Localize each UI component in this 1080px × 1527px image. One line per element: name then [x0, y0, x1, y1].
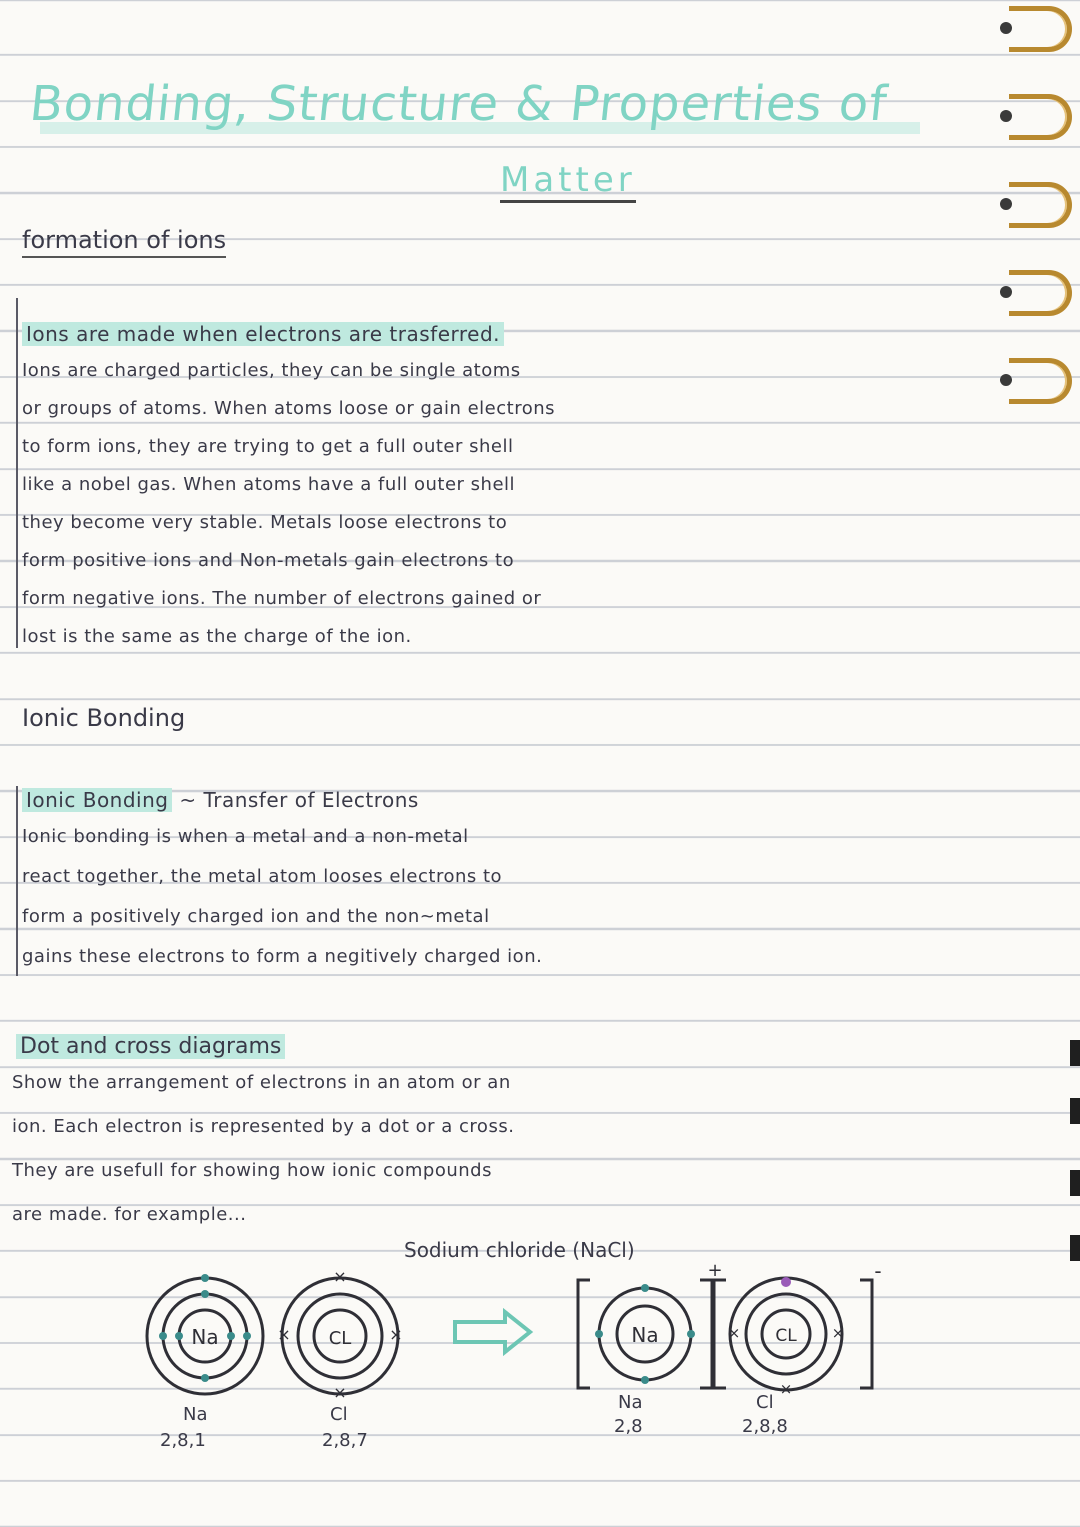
margin-bar [16, 298, 18, 648]
bracket-right [700, 1280, 712, 1388]
bracket-right [860, 1280, 872, 1388]
arrow-shape [455, 1312, 530, 1352]
sodium-atom-label: Na [183, 1404, 208, 1425]
bracket-left [578, 1280, 590, 1388]
sodium-symbol: Na [191, 1325, 219, 1349]
chlorine-symbol: CL [328, 1328, 352, 1349]
subheading-note: ~ Transfer of Electrons [179, 788, 419, 812]
page-subtitle: Matter [500, 160, 636, 203]
chlorine-atom-label: Cl [330, 1404, 348, 1425]
section3-line: are made. for example... [12, 1204, 247, 1225]
page-tab [1070, 1098, 1080, 1124]
binding-ring [1009, 94, 1072, 140]
section-heading-ionic-bonding: Ionic Bonding [22, 704, 186, 732]
reaction-arrow [455, 1312, 530, 1352]
binding-ring [1009, 6, 1072, 52]
section2-subheading [22, 788, 419, 812]
chloride-symbol: CL [775, 1326, 797, 1346]
chloride-ion-config: 2,8,8 [742, 1416, 788, 1437]
subheading-highlight: Ions are made when electrons are trasferred. [22, 322, 504, 346]
binding-ring [1009, 270, 1072, 316]
section1-line: to form ions, they are trying to get a full outer shell [22, 436, 514, 457]
sodium-ion-label: Na [618, 1392, 643, 1413]
chlorine-atom [277, 1267, 402, 1402]
sodium-ion-config: 2,8 [614, 1416, 643, 1437]
sodium-ion-symbol: Na [631, 1323, 659, 1347]
page-tab [1070, 1040, 1080, 1066]
sodium-atom [147, 1274, 263, 1394]
electron-cross: × [389, 1325, 403, 1344]
negative-charge: - [874, 1260, 882, 1283]
section2-line: gains these electrons to form a negitively charged ion. [22, 946, 543, 967]
section1-subheading [22, 322, 504, 346]
sodium-ion [578, 1260, 723, 1388]
electron-dot [201, 1274, 209, 1282]
electron-dot [687, 1330, 695, 1338]
electron-dot [175, 1332, 183, 1340]
electron-dot [159, 1332, 167, 1340]
positive-charge: + [707, 1260, 723, 1281]
chlorine-atom-config: 2,8,7 [322, 1430, 368, 1451]
electron-dot [781, 1277, 791, 1287]
electron-cross: × [333, 1383, 347, 1402]
electron-dot [243, 1332, 251, 1340]
electron-cross: × [277, 1325, 291, 1344]
section2-line: Ionic bonding is when a metal and a non-metal [22, 826, 469, 847]
section1-line: form positive ions and Non-metals gain electrons to [22, 550, 515, 571]
section1-line: or groups of atoms. When atoms loose or gain electrons [22, 398, 556, 419]
page-title: Bonding, Structure & Properties of [27, 76, 891, 132]
subheading-highlight: Ionic Bonding [22, 788, 172, 812]
section-heading-formation-of-ions: formation of ions [22, 226, 226, 258]
electron-cross: × [333, 1267, 347, 1286]
electron-dot [227, 1332, 235, 1340]
electron-dot [595, 1330, 603, 1338]
dot-cross-diagram [0, 1260, 1000, 1500]
chloride-ion-label: Cl [756, 1392, 774, 1413]
section3-line: ion. Each electron is represented by a dot or a cross. [12, 1116, 515, 1137]
electron-dot [641, 1376, 649, 1384]
section1-line: they become very stable. Metals loose electrons to [22, 512, 508, 533]
bracket-left [714, 1280, 726, 1388]
electron-cross: × [779, 1380, 793, 1398]
sodium-atom-config: 2,8,1 [160, 1430, 206, 1451]
electron-cross: × [727, 1324, 741, 1342]
section2-line: form a positively charged ion and the non~metal [22, 906, 490, 927]
section3-line: They are usefull for showing how ionic compounds [12, 1160, 492, 1181]
electron-cross: × [831, 1324, 845, 1342]
binding-ring [1009, 182, 1072, 228]
section3-line: Show the arrangement of electrons in an atom or an [12, 1072, 511, 1093]
heading-highlight: Dot and cross diagrams [16, 1034, 285, 1059]
margin-bar [16, 786, 18, 976]
electron-dot [201, 1290, 209, 1298]
page-tab [1070, 1170, 1080, 1196]
section-heading-dot-and-cross [16, 1034, 285, 1059]
section1-line: lost is the same as the charge of the ion. [22, 626, 412, 647]
electron-dot [201, 1374, 209, 1382]
section1-line: form negative ions. The number of electrons gained or [22, 588, 542, 609]
section2-line: react together, the metal atom looses electrons to [22, 866, 503, 887]
diagram-caption: Sodium chloride (NaCl) [404, 1238, 635, 1262]
page-tab [1070, 1235, 1080, 1261]
electron-dot [641, 1284, 649, 1292]
section1-line: Ions are charged particles, they can be single atoms [22, 360, 521, 381]
chloride-ion [714, 1260, 882, 1398]
section1-line: like a nobel gas. When atoms have a full outer shell [22, 474, 516, 495]
binding-ring [1009, 358, 1072, 404]
